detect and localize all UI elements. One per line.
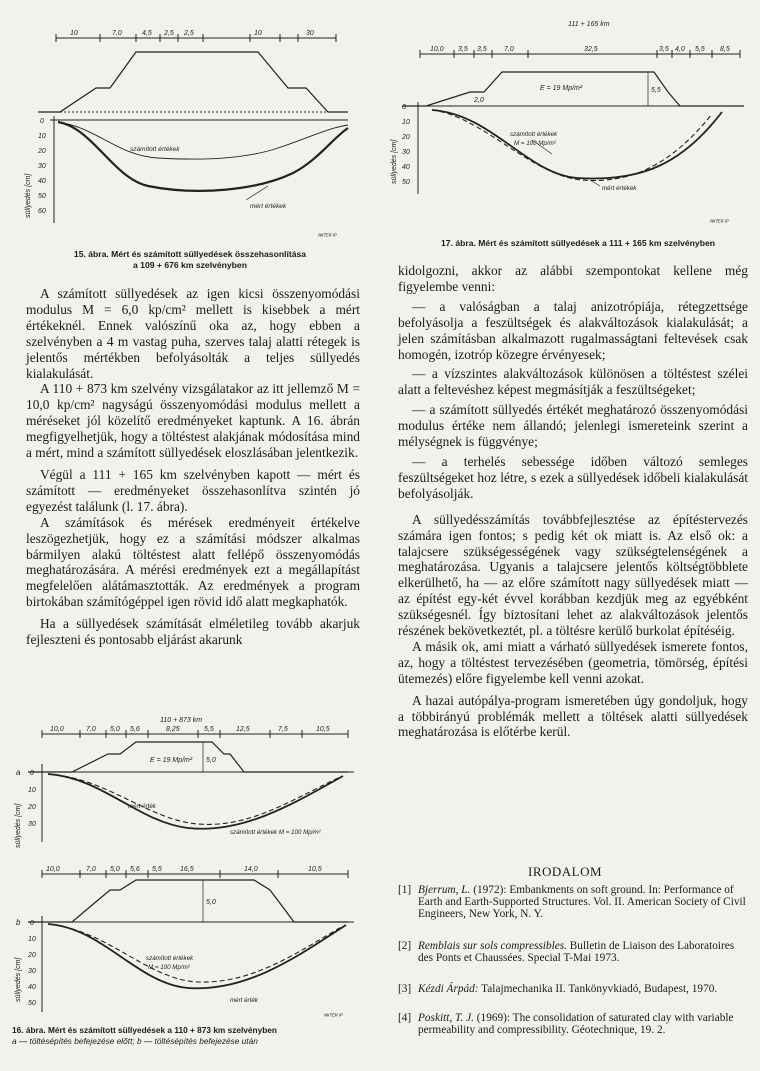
reference-2-author: Remblais sur sols compressibles. (418, 940, 567, 952)
right-bullet-1: — a valóságban a talaj anizotrópiája, rétegzettsége befolyásolja a feszültségek és alakváltozások kialakulását; a jelen számításban alkalmazott rugalmasságtani feltevések csak homogén, izotróp közegre érvényesek; (398, 298, 748, 362)
reference-4-number: [4] (398, 1012, 412, 1024)
left-paragraph-3: Végül a 111 + 165 km szelvényben kapott — mért és számított — eredményeket összehasonlítva szintén jó egyezést találunk (l. 17. ábra). (26, 466, 360, 514)
fig17-measured-label: mért értékek (602, 185, 637, 192)
fig15-dim-2: 7,0 (112, 30, 122, 37)
fig15-caption-line2: a 109 + 676 km szelvényben (133, 260, 247, 270)
fig17-computed-label: számított értékek (510, 131, 558, 138)
fig16-b-dim-2: 7,0 (86, 866, 96, 873)
fig16-b-y-axis-label: süllyedés [cm] (15, 957, 22, 1002)
fig16-b-measured: mért érték (230, 997, 258, 1004)
fig16-a-measured: mért érték (128, 803, 156, 810)
fig15-tick-4: 40 (38, 178, 46, 185)
fig15-tick-6: 60 (38, 208, 46, 215)
fig16-a-computed: számított értékek M = 100 Mp/m² (230, 829, 321, 836)
fig16-title: 110 + 873 km (160, 717, 203, 724)
fig16-a-dim-8: 7,5 (278, 726, 288, 733)
fig16-a-dim-6: 5,5 (204, 726, 214, 733)
reference-4-text: (1969): The consolidation of saturated clay with variable permeability and compressibility. Géotechnique, 19. 2. (418, 1012, 734, 1037)
right-column-text (398, 263, 748, 740)
fig16-b-tick-0: 0 (30, 920, 34, 927)
fig16-b-modulus: M = 100 Mp/m² (148, 964, 190, 971)
fig17-tick-0: 0 (402, 104, 406, 111)
fig17-dim-1: 10,0 (430, 46, 444, 53)
fig16-caption (12, 1025, 362, 1047)
fig16-a-y-axis-label: süllyedés [cm] (15, 803, 22, 848)
reference-3 (398, 983, 750, 995)
fig16-a-tick-0: 0 (30, 770, 34, 777)
fig16-a-dim-4: 5,6 (130, 726, 140, 733)
fig16-b-letter: b (16, 918, 21, 927)
fig16-a-dim-5: 8,25 (166, 726, 180, 733)
right-bullet-2: — a vízszintes alakváltozások különösen a töltéstest szélei alatt a feltevéshez képest megmásítják a feszültségeket; (398, 366, 748, 398)
fig16-a-dim-3: 5,0 (110, 726, 120, 733)
fig17-dim-2: 3,5 (458, 46, 468, 53)
fig15-caption (30, 249, 350, 271)
references-heading: IRODALOM (528, 864, 603, 879)
fig16-b-dim-3: 5,0 (110, 866, 120, 873)
fig16-b-tick-5: 50 (28, 1000, 36, 1007)
left-paragraph-5: Ha a süllyedések számítását elméletileg tovább akarjuk fejleszteni és pontosabb eljárást akarunk (26, 616, 360, 648)
reference-4 (398, 1012, 750, 1036)
reference-1-text: (1972): Embankments on soft ground. In: Performance of Earth and Earth-Supported Structures. Vol. II. American Society of Civil Engineers, New York, N. Y. (418, 884, 746, 921)
reference-1-number: [1] (398, 884, 412, 896)
fig15-dim-6: 10 (254, 30, 262, 37)
fig16-b-tick-4: 40 (28, 984, 36, 991)
fig16-b-tick-2: 20 (28, 952, 36, 959)
fig17-step: 2,0 (474, 97, 484, 104)
reference-3-author: Kézdi Árpád: (418, 983, 479, 995)
right-bullet-3: — a számított süllyedés értékét meghatározó összenyomódási modulus értéke nem állandó; jelenlegi ismereteink szerint a mélységnek is függvénye; (398, 402, 748, 450)
fig17-y-axis-label: süllyedés [cm] (391, 139, 398, 184)
fig15-stamp: ᴺᴷᵀᴱᴿ ᴵᴾ (318, 234, 337, 240)
fig17-caption: 17. ábra. Mért és számított süllyedések a 111 + 165 km szelvényben (441, 238, 715, 248)
fig17-dim-8: 5,5 (695, 46, 705, 53)
right-paragraph-1: kidolgozni, akkor az alábbi szempontokat kellene még figyelembe venni: (398, 263, 748, 294)
fig16-b-dim-7: 14,0 (244, 866, 258, 873)
fig15-caption-line1: 15. ábra. Mért és számított süllyedések összehasonlítása (73, 249, 307, 259)
fig16-b-tick-1: 10 (28, 936, 36, 943)
fig15-tick-3: 30 (38, 163, 46, 170)
fig17-dim-6: 3,5 (659, 46, 669, 53)
fig16-a-tick-1: 10 (28, 787, 36, 794)
figure-17 (392, 14, 752, 236)
right-paragraph-3: A másik ok, ami miatt a várható süllyedések ismerete fontos, az, hogy a töltéstest tervezésében (geometria, tömörség, építési ütemezés) előre figyelembe kell venni azokat. (398, 638, 748, 686)
reference-1-author: Bjerrum, L. (418, 884, 471, 896)
reference-1 (398, 884, 750, 921)
fig15-computed-label: számított értékek (130, 146, 180, 153)
fig16-a-dim-1: 10,0 (50, 726, 64, 733)
left-column-text (26, 286, 360, 648)
fig17-dim-5: 32,5 (584, 46, 598, 53)
reference-2-number: [2] (398, 940, 412, 952)
fig17-dim-3: 3,5 (477, 46, 487, 53)
reference-3-text: Talajmechanika II. Tankönyvkiadó, Budapest, 1970. (478, 983, 718, 995)
fig16-caption-line1: 16. ábra. Mért és számított süllyedések a 110 + 873 km szelvényben (12, 1025, 277, 1035)
fig16-a-tick-2: 20 (28, 804, 36, 811)
fig16-a-dim-7: 12,5 (236, 726, 250, 733)
fig15-tick-5: 50 (38, 193, 46, 200)
fig16-b-tick-3: 30 (28, 968, 36, 975)
fig17-tick-2: 20 (402, 134, 410, 141)
fig17-height: 5,5 (651, 87, 661, 94)
fig16-b-computed: számított értékek (146, 955, 194, 962)
fig16-b-dim-4: 5,6 (130, 866, 140, 873)
fig16-a-height: 5,0 (206, 757, 216, 764)
fig16-b-dim-5: 5,5 (152, 866, 162, 873)
fig16-a-letter: a (16, 768, 21, 777)
reference-4-author: Poskitt, T. J. (418, 1012, 474, 1024)
reference-2 (398, 940, 750, 964)
right-paragraph-2: A süllyedésszámítás továbbfejlesztése az építéstervezés számára igen fontos; s pedig két ok miatt is. Az első ok: a talajcsere szükségességének vagy szükségtelenségének a meghatározása. Ugyanis a talajcsere jelentős költségtöbblete elkerülhető, ha — az előre számított nagy süllyedések miatt — az építést egy-két évvel korábban kezdjük meg az egyébként szükségesnél. Így biztosítani lehet az alakváltozások jelentős részének bekövetkeztét, pl. a töltésre kerülő burkolat építéséig. (398, 511, 748, 639)
fig17-title: 111 + 165 km (568, 21, 610, 28)
reference-3-number: [3] (398, 983, 412, 995)
fig17-tick-5: 50 (402, 179, 410, 186)
left-paragraph-4: A számítások és mérések eredményeit értékelve leszögezhetjük, hogy ez a számítási módszer alkalmas bármilyen alakú töltéstest alatt fellépő összenyomódás meghatározására. A mérési eredmények ezt a megállapítást megfelelően alátámasztották. Az eredmények a program birtokában számítógéppel igen rövid idő alatt megkaphatók. (26, 514, 360, 610)
fig15-dim-5: 2,5 (184, 30, 194, 37)
fig17-dim-7: 4,0 (675, 46, 685, 53)
figure-16 (8, 712, 360, 1024)
fig17-stamp: ᴺᴷᵀᴱᴿ ᴵᴾ (710, 220, 729, 226)
fig15-y-axis-label: süllyedés [cm] (25, 173, 32, 218)
fig15-dim-3: 4,5 (142, 30, 152, 37)
fig17-tick-1: 10 (402, 119, 410, 126)
fig16-b-dim-1: 10,0 (46, 866, 60, 873)
fig15-measured-label: mért értékek (250, 203, 287, 210)
fig15-dim-4: 2,5 (164, 30, 174, 37)
fig16-b-dim-6: 16,5 (180, 866, 194, 873)
fig16-a-layer: E = 19 Mp/m² (150, 757, 193, 764)
fig15-tick-1: 10 (38, 133, 46, 140)
fig17-dim-4: 7,0 (504, 46, 514, 53)
fig16-a-tick-3: 30 (28, 821, 36, 828)
fig17-tick-4: 40 (402, 164, 410, 171)
left-paragraph-1: A számított süllyedések az igen kicsi összenyomódási modulus M = 6,0 kp/cm² mellett is kisebbek a mért értékeknél. Ennek valószínű oka az, hogy ebben a szelvényben a 4 m vastag puha, szerves talaj alatti rétegek is jelentős mértékben befolyásolták a teljes süllyedés kialakulását. (26, 286, 360, 381)
fig15-tick-0: 0 (40, 118, 44, 125)
right-paragraph-4: A hazai autópálya-program ismeretében úgy gondoljuk, hogy a többirányú problémák mellett a töltések alatti süllyedések meghatározása is előtérbe kerül. (398, 692, 748, 740)
fig16-b-height: 5,0 (206, 899, 216, 906)
fig16-stamp: ᴺᴷᵀᴱᴿ ᴵᴾ (324, 1014, 343, 1020)
fig15-dim-7: 30 (306, 30, 314, 37)
fig16-b-dim-8: 10,5 (308, 866, 322, 873)
fig16-caption-line2: a — töltésépítés befejezése előtt; b — töltésépítés befejezése után (12, 1036, 258, 1046)
fig17-dim-9: 8,5 (720, 46, 730, 53)
figure-15 (18, 28, 363, 248)
fig15-dim-1: 10 (70, 30, 78, 37)
fig16-a-dim-9: 10,5 (316, 726, 330, 733)
fig15-tick-2: 20 (38, 148, 46, 155)
fig17-tick-3: 30 (402, 149, 410, 156)
reference-2-text: Bulletin de Liaison des Laboratoires des Ponts et Chaussées. Special T-Mai 1973. (418, 940, 735, 965)
right-bullet-4: — a terhelés sebessége időben változó semleges feszültségeket hoz létre, s ezek a süllyedések időbeli kialakulását befolyásolják. (398, 453, 748, 501)
fig16-a-dim-2: 7,0 (86, 726, 96, 733)
fig17-layer-label: E = 19 Mp/m² (540, 85, 583, 92)
fig17-modulus-label: M = 100 Mp/m² (514, 140, 556, 147)
left-paragraph-2: A 110 + 873 km szelvény vizsgálatakor az itt jellemző M = 10,0 kp/cm² nagyságú összenyomódási modulus mellett a méréseket jól közelítő eredményeket kaptunk. A 16. ábrán megfigyelhetjük, hogy a töltéstest alakjának módosítása mind a mért, mind a számított süllyedések eloszlásában jelentkezik. (26, 381, 360, 461)
